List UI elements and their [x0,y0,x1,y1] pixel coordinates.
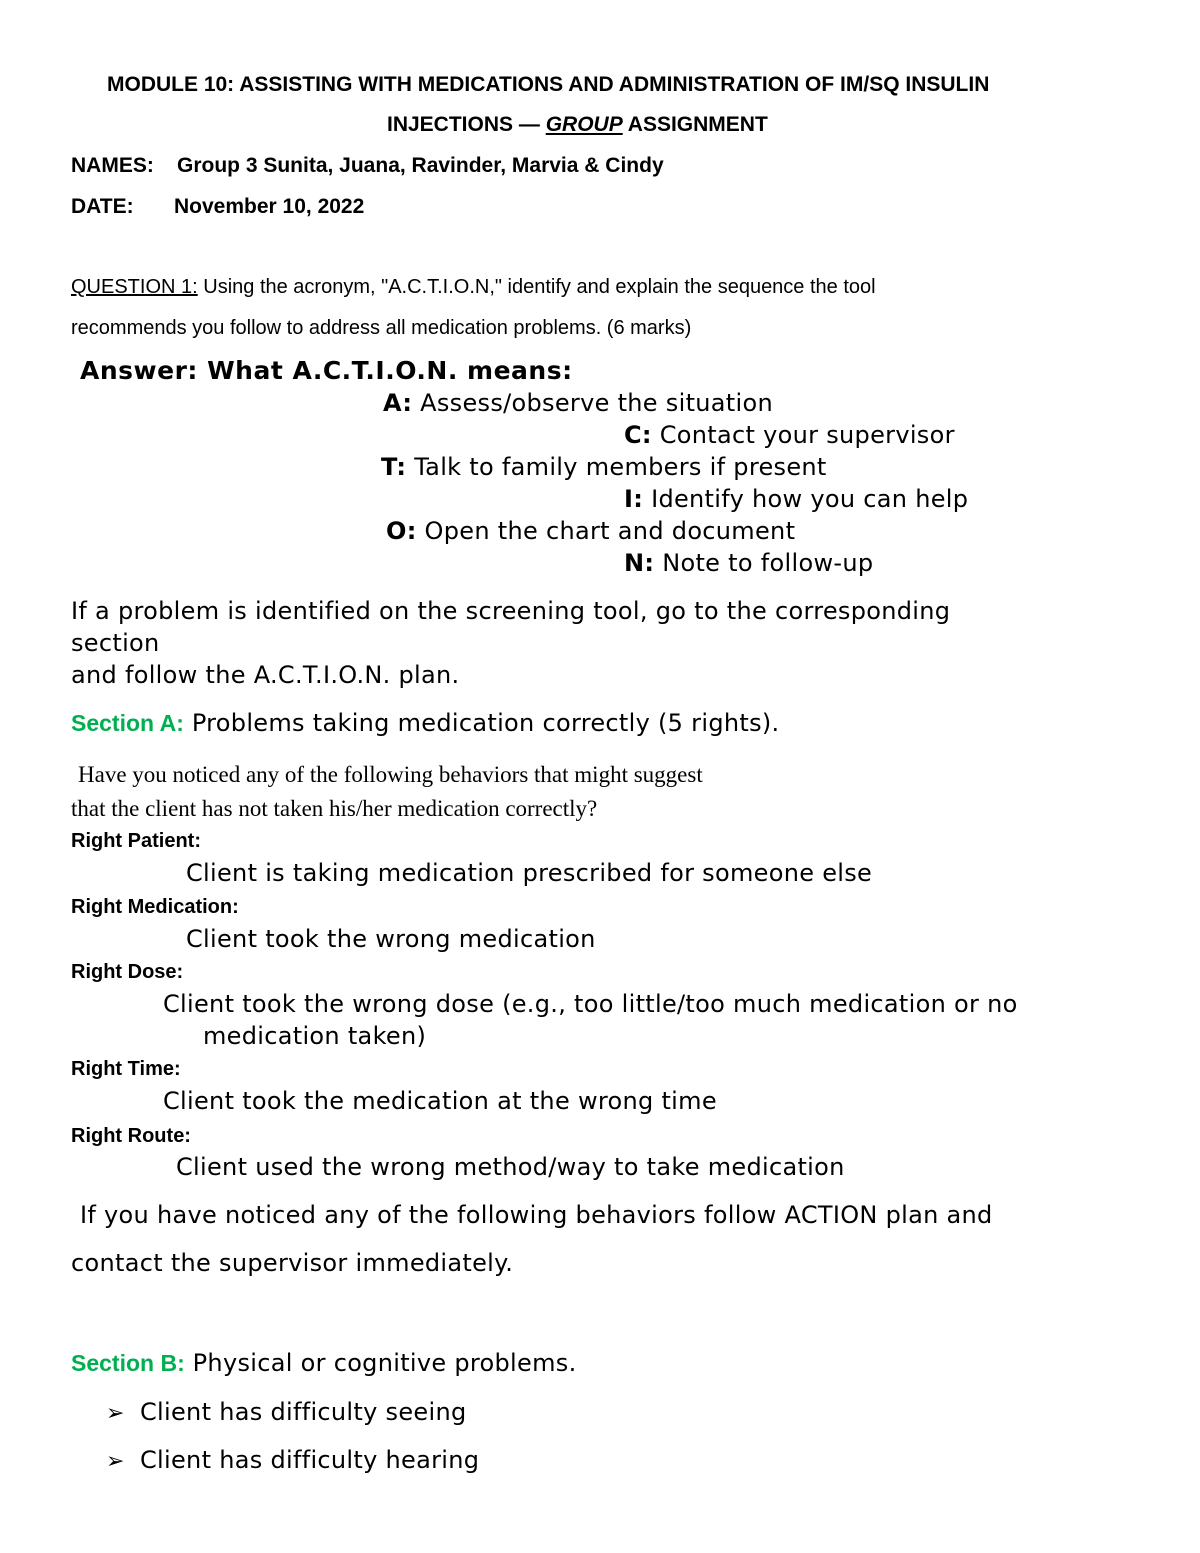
right-patient-label: Right Patient: [71,830,201,852]
right-time-label: Right Time: [71,1058,181,1080]
answer-paragraph-line-3: and follow the A.C.T.I.O.N. plan. [71,661,460,689]
action-item-i [624,485,968,513]
question-1-line-2: recommends you follow to address all medication problems. (6 marks) [71,317,692,339]
answer-heading: Answer: What A.C.T.I.O.N. means: [80,356,573,385]
title-line-2-suffix: ASSIGNMENT [622,113,768,136]
section-b-title: Physical or cognitive problems. [184,1349,577,1377]
action-item-t [381,453,827,481]
right-route-text: Client used the wrong method/way to take medication [176,1153,845,1181]
action-letter-n: N: [624,549,655,577]
action-letter-c: C: [624,421,652,449]
section-a-closing-line-2: contact the supervisor immediately. [71,1249,514,1277]
right-medication-label: Right Medication: [71,896,239,918]
action-letter-o: O: [386,517,417,545]
action-text-n: Note to follow-up [654,549,874,577]
section-b-bullet-2 [106,1446,479,1474]
section-a-heading [71,709,779,737]
action-letter-t: T: [381,453,407,481]
section-a-closing-line-1: If you have noticed any of the following behaviors follow ACTION plan and [80,1201,993,1229]
names-label: NAMES: [71,154,154,177]
right-route-label: Right Route: [71,1125,191,1147]
section-b-bullet-1 [106,1398,467,1426]
action-item-n [624,549,873,577]
section-b-heading [71,1349,577,1377]
action-text-a: Assess/observe the situation [412,389,773,417]
section-a-title: Problems taking medication correctly (5 rights). [183,709,780,737]
question-1-line-1 [71,276,876,299]
question-1-label: QUESTION 1: [71,276,198,298]
action-text-t: Talk to family members if present [406,453,827,481]
section-a-label: Section A: [71,710,184,736]
title-line-2-prefix: INJECTIONS — [387,113,546,136]
title-group-emphasis: GROUP [545,113,623,136]
title-line-1: MODULE 10: ASSISTING WITH MEDICATIONS AND ADMINISTRATION OF IM/SQ INSULIN [107,73,990,96]
section-a-intro-line-1: Have you noticed any of the following behaviors that might suggest [78,762,703,787]
action-text-c: Contact your supervisor [651,421,955,449]
right-time-text: Client took the medication at the wrong time [163,1087,717,1115]
action-letter-a: A: [383,389,413,417]
action-text-o: Open the chart and document [416,517,796,545]
date-label: DATE: [71,195,134,218]
question-1-text-1: Using the acronym, "A.C.T.I.O.N," identify and explain the sequence the tool [197,276,876,298]
section-a-intro-line-2: that the client has not taken his/her medication correctly? [71,796,598,821]
action-letter-i: I: [624,485,644,513]
arrow-bullet-icon: ➢ [106,1401,125,1426]
answer-paragraph-line-1: If a problem is identified on the screening tool, go to the corresponding [71,597,951,625]
date-value: November 10, 2022 [174,195,365,218]
section-b-label: Section B: [71,1350,185,1376]
right-medication-text: Client took the wrong medication [186,925,596,953]
title-line-2 [387,113,768,137]
action-text-i: Identify how you can help [643,485,969,513]
action-item-o [386,517,795,545]
arrow-bullet-icon: ➢ [106,1449,125,1474]
right-dose-label: Right Dose: [71,961,184,983]
action-item-c [624,421,955,449]
action-item-a [383,389,773,417]
section-b-bullet-2-text: Client has difficulty hearing [140,1446,480,1474]
right-dose-text-cont: medication taken) [203,1022,427,1050]
section-b-bullet-1-text: Client has difficulty seeing [140,1398,467,1426]
answer-paragraph-line-2: section [71,629,160,657]
names-value: Group 3 Sunita, Juana, Ravinder, Marvia & Cindy [177,154,664,177]
right-patient-text: Client is taking medication prescribed for someone else [186,859,873,887]
right-dose-text: Client took the wrong dose (e.g., too little/too much medication or no [163,990,1018,1018]
